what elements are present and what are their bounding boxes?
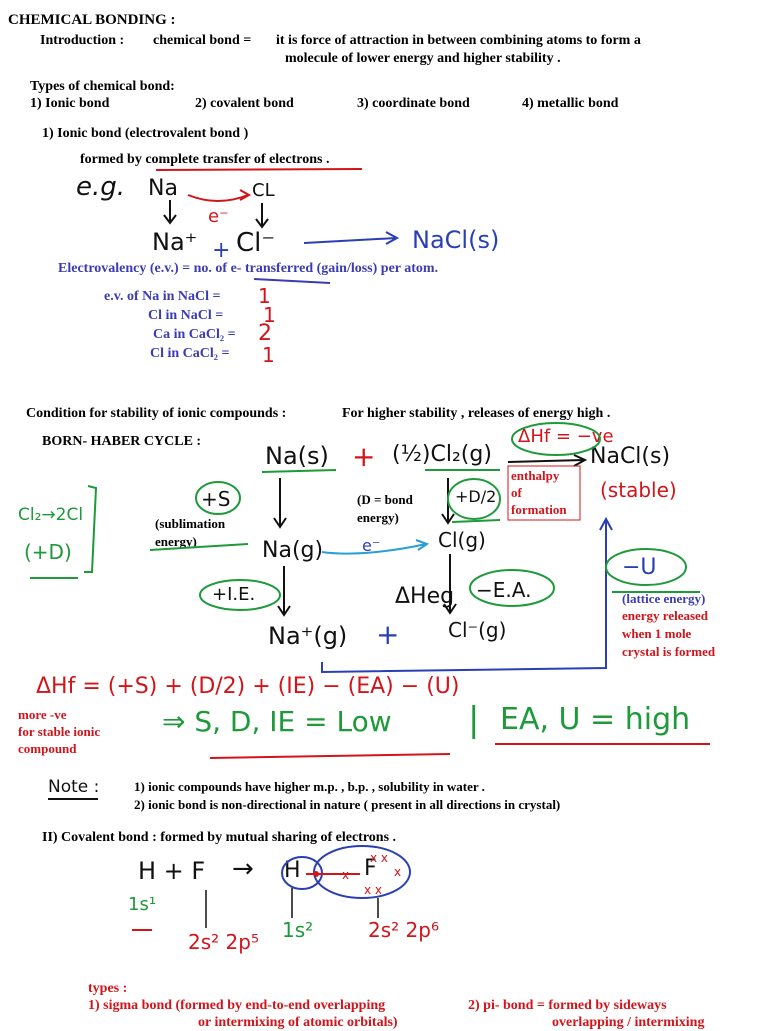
type-covalent: 2) covalent bond bbox=[195, 96, 294, 111]
ev-row-label-4: Cl in CaCl₂ = bbox=[150, 346, 230, 361]
cl-gas: Cl(g) bbox=[438, 528, 486, 552]
stable-label: (stable) bbox=[600, 478, 677, 502]
electron-transfer-arrow bbox=[188, 195, 248, 201]
electrovalency-underline bbox=[254, 279, 330, 283]
f-lone-pairs-2: x bbox=[394, 865, 402, 879]
na-solid: Na(s) bbox=[265, 442, 329, 470]
lattice-arrowhead bbox=[600, 519, 612, 530]
complete-transfer-underline bbox=[156, 169, 362, 170]
covalent-heading: II) Covalent bond : formed by mutual sharing of electrons . bbox=[42, 830, 397, 845]
cl-atom: CL bbox=[252, 180, 275, 201]
h-plus-f: H + F bbox=[138, 857, 206, 885]
ev-row-value-3: 2 bbox=[258, 321, 272, 346]
electron-affinity-circle: −E.A. bbox=[476, 578, 532, 602]
sublimation-circle: +S bbox=[201, 487, 231, 511]
high-energies: EA, U = high bbox=[500, 702, 691, 737]
intro-definition-1: it is force of attraction in between combining atoms to form a bbox=[276, 33, 641, 48]
pi-bond-cont: overlapping / intermixing bbox=[552, 1015, 705, 1030]
sigma-bond-cont: or intermixing of atomic orbitals) bbox=[198, 1015, 398, 1030]
na-ion-gas: Na⁺(g) bbox=[268, 622, 348, 650]
h-electron-dot bbox=[313, 871, 319, 877]
sigma-bond: 1) sigma bond (formed by end-to-end overlapping bbox=[88, 998, 386, 1013]
na-atom: Na bbox=[148, 176, 178, 201]
ev-row-value-1: 1 bbox=[258, 284, 271, 308]
hf-f: F bbox=[364, 856, 377, 881]
note-label: Note : bbox=[48, 777, 100, 797]
intro-definition-2: molecule of lower energy and higher stability . bbox=[285, 51, 561, 66]
pi-bond: 2) pi- bond = formed by sideways bbox=[468, 998, 667, 1013]
bond-energy-label-1: (D = bond bbox=[357, 492, 413, 507]
ev-row-label-2: Cl in NaCl = bbox=[148, 308, 224, 323]
types-label: types : bbox=[88, 981, 128, 996]
f-orbital-ring bbox=[314, 846, 410, 898]
low-underline bbox=[210, 754, 450, 758]
half-cl2-gas: (½)Cl₂(g) bbox=[392, 442, 492, 467]
cl-down-arrow bbox=[256, 203, 268, 227]
cl2-dissociation: Cl₂→2Cl bbox=[18, 505, 84, 525]
cl-ion-gas: Cl⁻(g) bbox=[448, 618, 507, 642]
type-coordinate: 3) coordinate bond bbox=[357, 96, 470, 111]
cl2-dissociation-arrow bbox=[442, 478, 454, 523]
ev-row-value-4: 1 bbox=[262, 343, 275, 367]
delta-hf-equation: ΔHf = (+S) + (D/2) + (IE) − (EA) − (U) bbox=[36, 674, 460, 699]
nacl-product-arrow bbox=[304, 232, 397, 244]
ev-row-value-2: 1 bbox=[263, 303, 276, 327]
low-energies: ⇒ S, D, IE = Low bbox=[162, 705, 392, 738]
stability-statement: For higher stability , releases of energy high . bbox=[342, 406, 611, 421]
page-title: CHEMICAL BONDING : bbox=[8, 12, 176, 28]
delta-hf-arrow bbox=[508, 455, 585, 466]
intro-label: Introduction : bbox=[40, 33, 125, 48]
enthalpy-label-3: formation bbox=[511, 502, 567, 517]
delta-h-eg: ΔHeg bbox=[395, 584, 455, 609]
h-config: 1s¹ bbox=[128, 894, 157, 915]
lattice-energy-circle: −U bbox=[622, 555, 657, 580]
electron-arrowhead bbox=[240, 190, 249, 200]
electron-label: e⁻ bbox=[208, 206, 229, 227]
more-negative-2: for stable ionic bbox=[18, 724, 101, 739]
ev-row-label-1: e.v. of Na in NaCl = bbox=[104, 289, 221, 304]
ionic-heading: 1) Ionic bond (electrovalent bond ) bbox=[42, 126, 249, 141]
nacl-solid: NaCl(s) bbox=[590, 444, 671, 469]
f-config-after: 2s² 2p⁶ bbox=[368, 918, 439, 942]
bh-plus-2: + bbox=[376, 618, 400, 651]
covalent-arrow: → bbox=[232, 854, 254, 884]
f-lone-pairs: x x bbox=[370, 851, 389, 865]
nacl-product: NaCl(s) bbox=[412, 226, 500, 254]
f-lone-pairs-3: x x bbox=[364, 883, 383, 897]
type-ionic: 1) Ionic bond bbox=[30, 96, 110, 111]
more-negative-1: more -ve bbox=[18, 707, 67, 722]
enthalpy-label-2: of bbox=[511, 485, 522, 500]
ionization-energy-circle: +I.E. bbox=[212, 584, 256, 605]
eg-label: e.g. bbox=[76, 172, 126, 202]
na-down-arrow bbox=[164, 200, 176, 223]
half-d-underline bbox=[452, 520, 500, 522]
na-sublimation-arrow bbox=[274, 478, 286, 527]
delta-hf-negative: ΔHf = −ve bbox=[518, 426, 614, 447]
stability-condition: Condition for stability of ionic compounds : bbox=[26, 406, 287, 421]
note-line-2: 2) ionic bond is non-directional in nature ( present in all directions in crystal) bbox=[134, 797, 561, 812]
lattice-energy-label: (lattice energy) bbox=[622, 591, 706, 606]
side-bracket bbox=[84, 486, 96, 572]
lattice-desc-2: when 1 mole bbox=[622, 626, 692, 641]
ev-row-label-3: Ca in CaCl₂ = bbox=[153, 327, 236, 342]
type-metallic: 4) metallic bond bbox=[522, 96, 619, 111]
hf-h: H bbox=[284, 858, 301, 883]
separator-bar: | bbox=[468, 700, 480, 740]
f-config: 2s² 2p⁵ bbox=[188, 930, 259, 954]
bond-energy-label-2: energy) bbox=[357, 510, 399, 525]
na-gas: Na(g) bbox=[262, 538, 324, 563]
na-ionization-arrow bbox=[278, 566, 290, 615]
electrovalency-definition: Electrovalency (e.v.) = no. of e- transferred (gain/loss) per atom. bbox=[58, 261, 439, 276]
na-ion: Na⁺ bbox=[152, 228, 198, 256]
na-s-underline bbox=[262, 470, 336, 472]
bh-electron: e⁻ bbox=[362, 536, 381, 555]
ionic-formed: formed by complete transfer of electrons . bbox=[80, 152, 330, 167]
h-config-after: 1s² bbox=[282, 918, 314, 942]
lattice-desc-3: crystal is formed bbox=[622, 644, 716, 659]
sublimation-label-1: (sublimation bbox=[155, 516, 226, 531]
bh-plus-1: + bbox=[352, 440, 376, 473]
plus-d-label: (+D) bbox=[24, 540, 72, 564]
more-negative-3: compound bbox=[18, 741, 77, 756]
intro-term: chemical bond = bbox=[153, 33, 252, 48]
cl-ion: Cl⁻ bbox=[236, 228, 276, 258]
enthalpy-label-1: enthalpy bbox=[511, 468, 560, 483]
note-line-1: 1) ionic compounds have higher m.p. , b.p. , solubility in water . bbox=[134, 779, 485, 794]
ionic-plus: + bbox=[212, 238, 231, 263]
f-bond-x: x bbox=[342, 868, 350, 882]
half-d-circle: +D/2 bbox=[455, 487, 497, 506]
sublimation-label-2: energy) bbox=[155, 534, 197, 549]
lattice-desc-1: energy released bbox=[622, 608, 709, 623]
types-heading: Types of chemical bond: bbox=[30, 79, 175, 94]
born-haber-heading: BORN- HABER CYCLE : bbox=[42, 434, 202, 449]
